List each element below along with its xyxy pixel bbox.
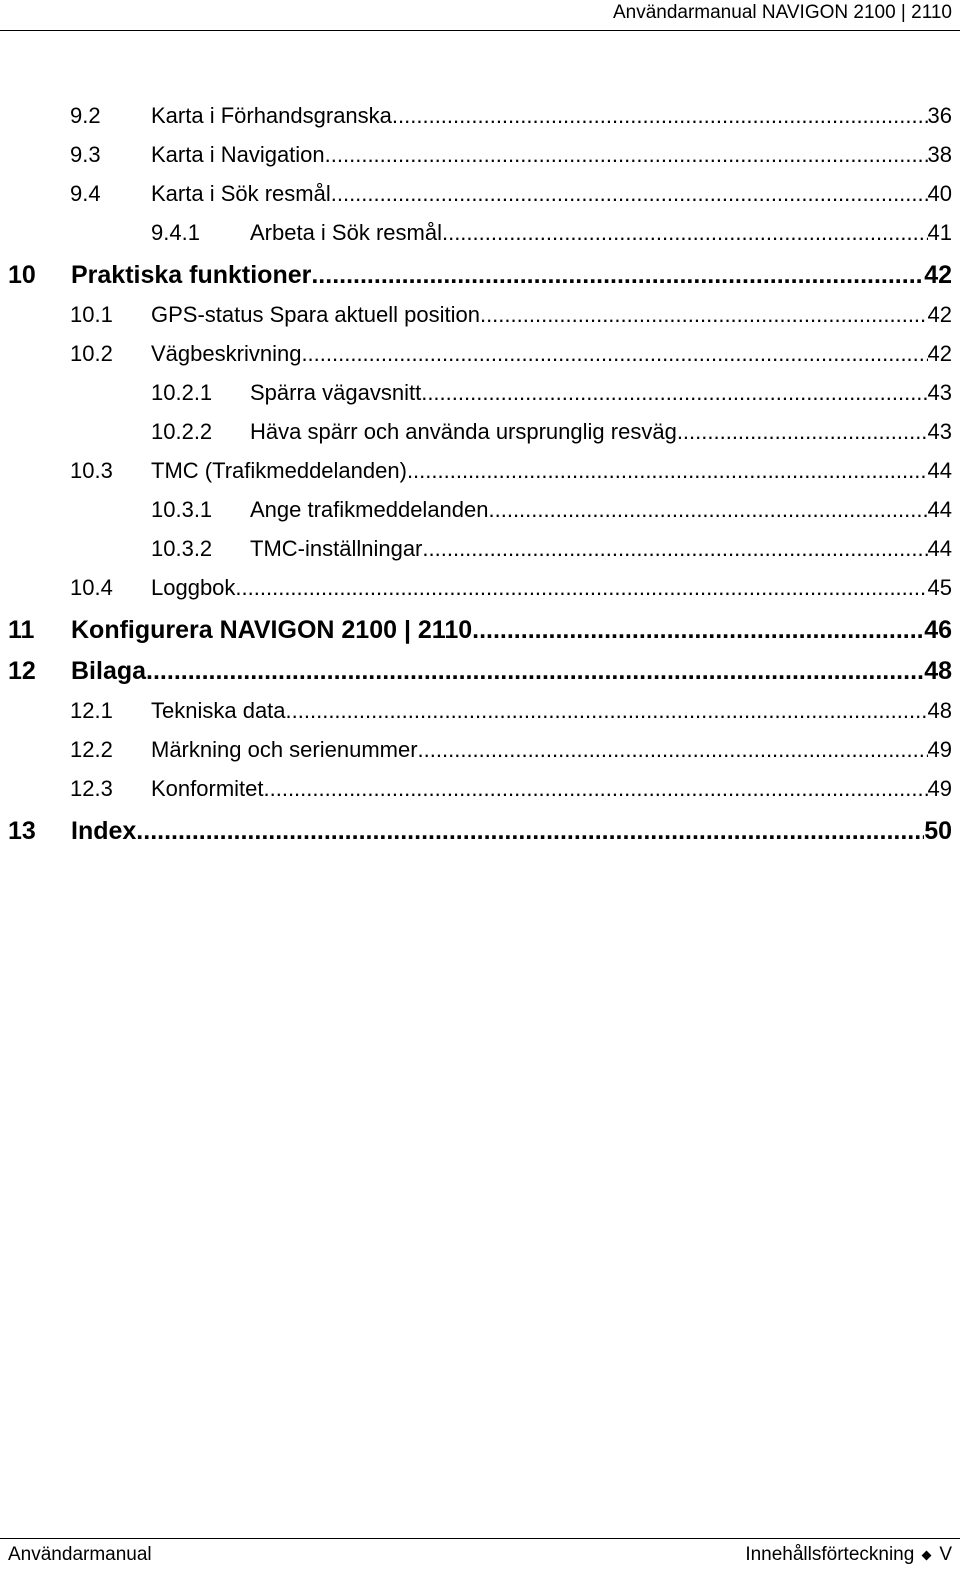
toc-entry[interactable] — [0, 261, 960, 301]
dot-leader — [331, 181, 928, 207]
toc-entry-number: 13 — [8, 817, 36, 845]
toc-entry-title: GPS-status Spara aktuell position — [151, 302, 480, 327]
dot-leader — [472, 616, 924, 645]
toc-entry[interactable] — [0, 419, 960, 455]
toc-entry-page: 50 — [924, 817, 952, 845]
toc-entry-title: TMC-inställningar — [250, 536, 423, 561]
toc-entry-title: Karta i Förhandsgranska — [151, 103, 392, 128]
toc-entry-page: 48 — [924, 657, 952, 685]
dot-leader — [442, 220, 928, 246]
toc-entry-page: 43 — [927, 380, 952, 405]
toc-entry-title: Arbeta i Sök resmål — [250, 220, 442, 245]
toc-entry[interactable] — [0, 616, 960, 656]
toc-entry-title: Karta i Navigation — [151, 142, 325, 167]
toc-entry-title: Märkning och serienummer — [151, 737, 418, 762]
toc-entry-title: Index — [71, 817, 137, 845]
toc-entry[interactable] — [0, 103, 960, 139]
dot-leader — [311, 261, 924, 290]
dot-leader — [286, 698, 928, 724]
toc-entry-number: 10.4 — [70, 575, 113, 600]
toc-entry-page: 49 — [927, 737, 952, 762]
dot-leader — [264, 776, 928, 802]
toc-entry-number: 10.1 — [70, 302, 113, 327]
toc-entry[interactable] — [0, 776, 960, 812]
dot-leader — [407, 458, 928, 484]
toc-entry[interactable] — [0, 817, 960, 857]
dot-leader — [392, 103, 928, 129]
toc-entry-title: Konfigurera NAVIGON 2100 | 2110 — [71, 616, 473, 644]
toc-entry-number: 10.3.1 — [151, 497, 213, 522]
toc-entry-title: Bilaga — [71, 657, 147, 685]
page-footer — [0, 1538, 960, 1572]
toc-entry-number: 9.4.1 — [151, 220, 200, 245]
toc-entry-number: 10.2.1 — [151, 380, 213, 405]
toc-entry-title: TMC (Trafikmeddelanden) — [151, 458, 407, 483]
toc-entry-number: 10 — [8, 261, 36, 289]
toc-entry-page: 46 — [924, 616, 952, 644]
toc-entry-number: 10.3 — [70, 458, 113, 483]
toc-entry-title: Praktiska funktioner — [71, 261, 312, 289]
toc-entry[interactable] — [0, 737, 960, 773]
toc-entry-number: 10.2.2 — [151, 419, 213, 444]
toc-entry[interactable] — [0, 181, 960, 217]
toc-entry-number: 12 — [8, 657, 36, 685]
toc-entry-number: 10.2 — [70, 341, 113, 366]
dot-leader — [489, 497, 928, 523]
toc-entry-page: 44 — [927, 536, 952, 561]
toc-entry-number: 9.2 — [70, 103, 101, 128]
dot-leader — [146, 657, 924, 686]
toc-entry-title: Tekniska data — [151, 698, 286, 723]
toc-entry[interactable] — [0, 220, 960, 256]
toc-entry[interactable] — [0, 142, 960, 178]
toc-entry-title: Häva spärr och använda ursprunglig resväg — [250, 419, 677, 444]
toc-entry[interactable] — [0, 536, 960, 572]
dot-leader — [418, 737, 928, 763]
toc-entry[interactable] — [0, 497, 960, 533]
footer-page-number: V — [939, 1544, 952, 1565]
toc-entry-page: 42 — [927, 302, 952, 327]
toc-entry-number: 10.3.2 — [151, 536, 213, 561]
toc-entry-title: Karta i Sök resmål — [151, 181, 331, 206]
dot-leader — [677, 419, 928, 445]
toc-entry[interactable] — [0, 380, 960, 416]
toc-entry-title: Konformitet — [151, 776, 264, 801]
toc-entry-number: 11 — [8, 616, 35, 644]
toc-entry-page: 49 — [927, 776, 952, 801]
toc-entry-page: 43 — [927, 419, 952, 444]
dot-leader — [301, 341, 927, 367]
dot-leader — [235, 575, 927, 601]
toc-entry-number: 9.3 — [70, 142, 101, 167]
toc-entry[interactable] — [0, 341, 960, 377]
toc-entry-page: 44 — [927, 458, 952, 483]
toc-entry-page: 42 — [927, 341, 952, 366]
toc-entry[interactable] — [0, 575, 960, 611]
toc-entry-title: Loggbok — [151, 575, 236, 600]
toc-entry-page: 38 — [927, 142, 952, 167]
toc-entry-page: 42 — [924, 261, 952, 289]
footer-section — [745, 1544, 952, 1566]
toc-entry-page: 36 — [927, 103, 952, 128]
toc-entry-page: 45 — [927, 575, 952, 600]
toc-entry-number: 12.3 — [70, 776, 113, 801]
footer-manual-label: Användarmanual — [8, 1544, 152, 1565]
toc-entry-page: 41 — [927, 220, 952, 245]
toc-entry-title: Spärra vägavsnitt — [250, 380, 422, 405]
toc-entry-page: 44 — [927, 497, 952, 522]
toc-entry[interactable] — [0, 698, 960, 734]
toc-entry[interactable] — [0, 302, 960, 338]
toc-entry-number: 12.1 — [70, 698, 113, 723]
toc-entry-page: 40 — [927, 181, 952, 206]
header-title: Användarmanual NAVIGON 2100 | 2110 — [612, 2, 952, 23]
dot-leader — [136, 817, 924, 846]
dot-leader — [480, 302, 928, 328]
dot-leader — [422, 536, 927, 562]
toc-entry[interactable] — [0, 657, 960, 697]
toc-entry-title: Vägbeskrivning — [151, 341, 302, 366]
page-header — [0, 0, 960, 31]
toc-entry-title: Ange trafikmeddelanden — [250, 497, 489, 522]
toc-entry[interactable] — [0, 458, 960, 494]
toc-entry-number: 9.4 — [70, 181, 101, 206]
toc-entry-page: 48 — [927, 698, 952, 723]
diamond-icon — [922, 1550, 932, 1560]
dot-leader — [325, 142, 928, 168]
toc-entry-number: 12.2 — [70, 737, 113, 762]
footer-section-label: Innehållsförteckning — [745, 1544, 915, 1565]
dot-leader — [421, 380, 927, 406]
